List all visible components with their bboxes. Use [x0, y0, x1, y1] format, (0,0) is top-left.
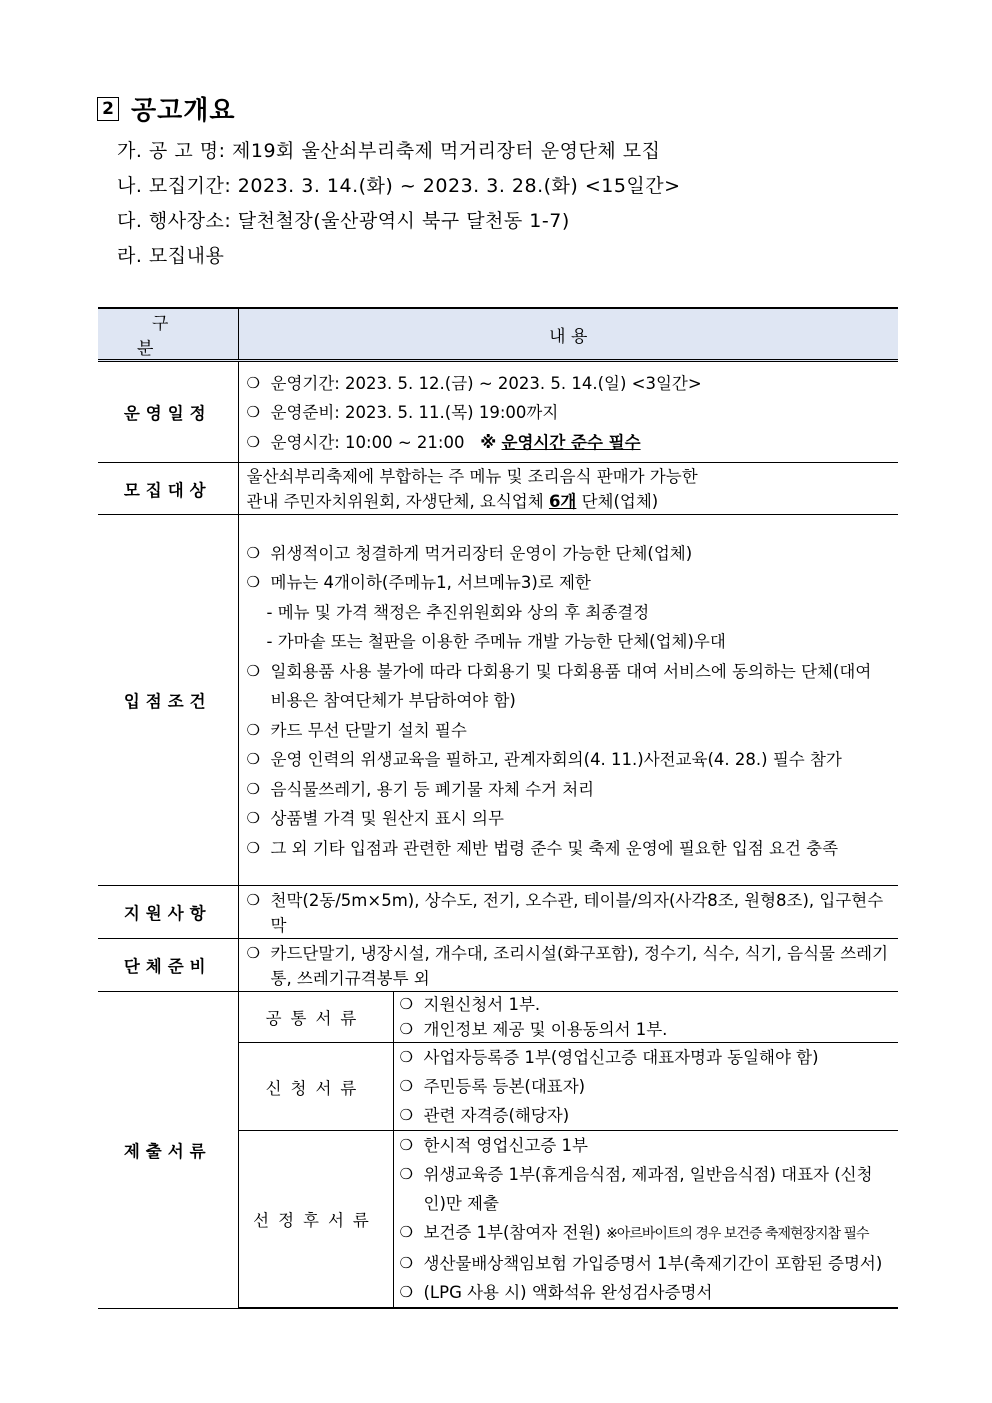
recruitment-table [98, 307, 898, 1309]
content-prepare [238, 939, 898, 992]
list-item: ❍ 천막(2동/5m×5m), 상수도, 전기, 오수관, 테이블/의자(사각8조, 원형8조), 입구현수막 [246, 891, 884, 935]
list-item: ❍ 메뉴는 4개이하(주메뉴1, 서브메뉴3)로 제한 [246, 573, 591, 593]
content-target: 울산쇠부리축제에 부합하는 주 메뉴 및 조리음식 판매가 가능한 관내 주민자치위원회, 자생단체, 요식업체 6개 단체(업체) [238, 463, 898, 515]
label-common-docs: 공통서류 [238, 992, 393, 1043]
row-conditions [98, 515, 898, 886]
list-item: ❍ 카드단말기, 냉장시설, 개수대, 조리시설(화구포함), 정수기, 식수, 식기, 음식물 쓰레기통, 쓰레기규격봉투 외 [246, 944, 889, 988]
label-target: 모집대상 [98, 463, 238, 515]
header-category: 구 분 [98, 308, 238, 361]
list-subitem: - 메뉴 및 가격 책정은 추진위원회와 상의 후 최종결정 [266, 602, 650, 622]
row-support [98, 886, 898, 939]
row-target [98, 463, 898, 515]
list-item: ❍ 지원신청서 1부. [399, 995, 541, 1014]
content-schedule [238, 361, 898, 463]
list-item: ❍ (LPG 사용 시) 액화석유 완성검사증명서 [399, 1283, 713, 1302]
list-item: ❍ 카드 무선 단말기 설치 필수 [246, 720, 467, 740]
row-schedule [98, 361, 898, 463]
recruit-count: 6개 [548, 491, 577, 511]
list-item: ❍ 상품별 가격 및 원산지 표시 의무 [246, 809, 504, 829]
list-item: ❍ 개인정보 제공 및 이용동의서 1부. [399, 1020, 668, 1039]
list-item: ❍ 한시적 영업신고증 1부 [399, 1136, 588, 1155]
list-subitem: - 가마솥 또는 철판을 이용한 주메뉴 개발 가능한 단체(업체)우대 [266, 632, 726, 652]
label-apply-docs: 신청서류 [238, 1043, 393, 1131]
health-cert-note: ※아르바이트의 경우 보건증 축제현장지참 필수 [606, 1226, 869, 1242]
list-item: ❍ 일회용품 사용 불가에 따라 다회용기 및 다회용품 대여 서비스에 동의하는 단체(대여 비용은 참여단체가 부담하여야 함) [246, 661, 872, 711]
list-item: ❍ 그 외 기타 입점과 관련한 제반 법령 준수 및 축제 운영에 필요한 입점 요건 충족 [246, 838, 839, 858]
overview-line-venue: 다. 행사장소: 달천철장(울산광역시 북구 달천동 1-7) [117, 210, 570, 232]
list-item: ❍ 운영준비: 2023. 5. 11.(목) 19:00까지 [246, 403, 559, 423]
content-common-docs [393, 992, 898, 1043]
row-docs-common [98, 992, 898, 1043]
list-item: ❍ 사업자등록증 1부(영업신고증 대표자명과 동일해야 함) [399, 1048, 819, 1067]
label-conditions: 입점조건 [98, 515, 238, 886]
overview-line-period: 나. 모집기간: 2023. 3. 14.(화) ~ 2023. 3. 28.(화) <15일간> [117, 175, 681, 197]
note-mark: ※ [480, 432, 497, 452]
list-item: ❍ 보건증 1부(참여자 전원) ※아르바이트의 경우 보건증 축제현장지참 필수 [399, 1223, 869, 1242]
content-apply-docs [393, 1043, 898, 1131]
content-after-docs [393, 1131, 898, 1309]
section-heading [97, 90, 235, 127]
list-item: ❍ 운영 인력의 위생교육을 필하고, 관계자회의(4. 11.)사전교육(4. 28.) 필수 참가 [246, 750, 842, 770]
header-content: 내 용 [238, 308, 898, 361]
section-number-box: 2 [97, 97, 119, 121]
table-header-row [98, 308, 898, 361]
label-documents: 제출서류 [98, 992, 238, 1309]
overview-line-title: 가. 공 고 명: 제19회 울산쇠부리축제 먹거리장터 운영단체 모집 [117, 140, 661, 162]
row-prepare [98, 939, 898, 992]
list-item: ❍ 생산물배상책임보험 가입증명서 1부(축제기간이 포함된 증명서) [399, 1254, 883, 1273]
list-item: ❍ 음식물쓰레기, 용기 등 폐기물 자체 수거 처리 [246, 779, 595, 799]
label-prepare: 단체준비 [98, 939, 238, 992]
content-conditions [238, 515, 898, 886]
label-after-docs: 선정후서류 [238, 1131, 393, 1309]
list-item: ❍ 주민등록 등본(대표자) [399, 1077, 586, 1096]
list-item: ❍ 관련 자격증(해당자) [399, 1106, 570, 1125]
label-schedule: 운영일정 [98, 361, 238, 463]
label-support: 지원사항 [98, 886, 238, 939]
operating-hours-note: 운영시간 준수 필수 [501, 432, 641, 452]
section-title: 공고개요 [131, 96, 236, 126]
list-item: ❍ 운영기간: 2023. 5. 12.(금) ~ 2023. 5. 14.(일) <3일간> [246, 373, 702, 393]
list-item: ❍ 운영시간: 10:00 ~ 21:00 ※ 운영시간 준수 필수 [246, 432, 641, 452]
list-item: ❍ 위생적이고 청결하게 먹거리장터 운영이 가능한 단체(업체) [246, 543, 693, 563]
list-item: ❍ 위생교육증 1부(휴게음식점, 제과점, 일반음식점) 대표자 (신청인)만 제출 [399, 1165, 873, 1213]
content-support [238, 886, 898, 939]
overview-line-content: 라. 모집내용 [117, 245, 225, 267]
